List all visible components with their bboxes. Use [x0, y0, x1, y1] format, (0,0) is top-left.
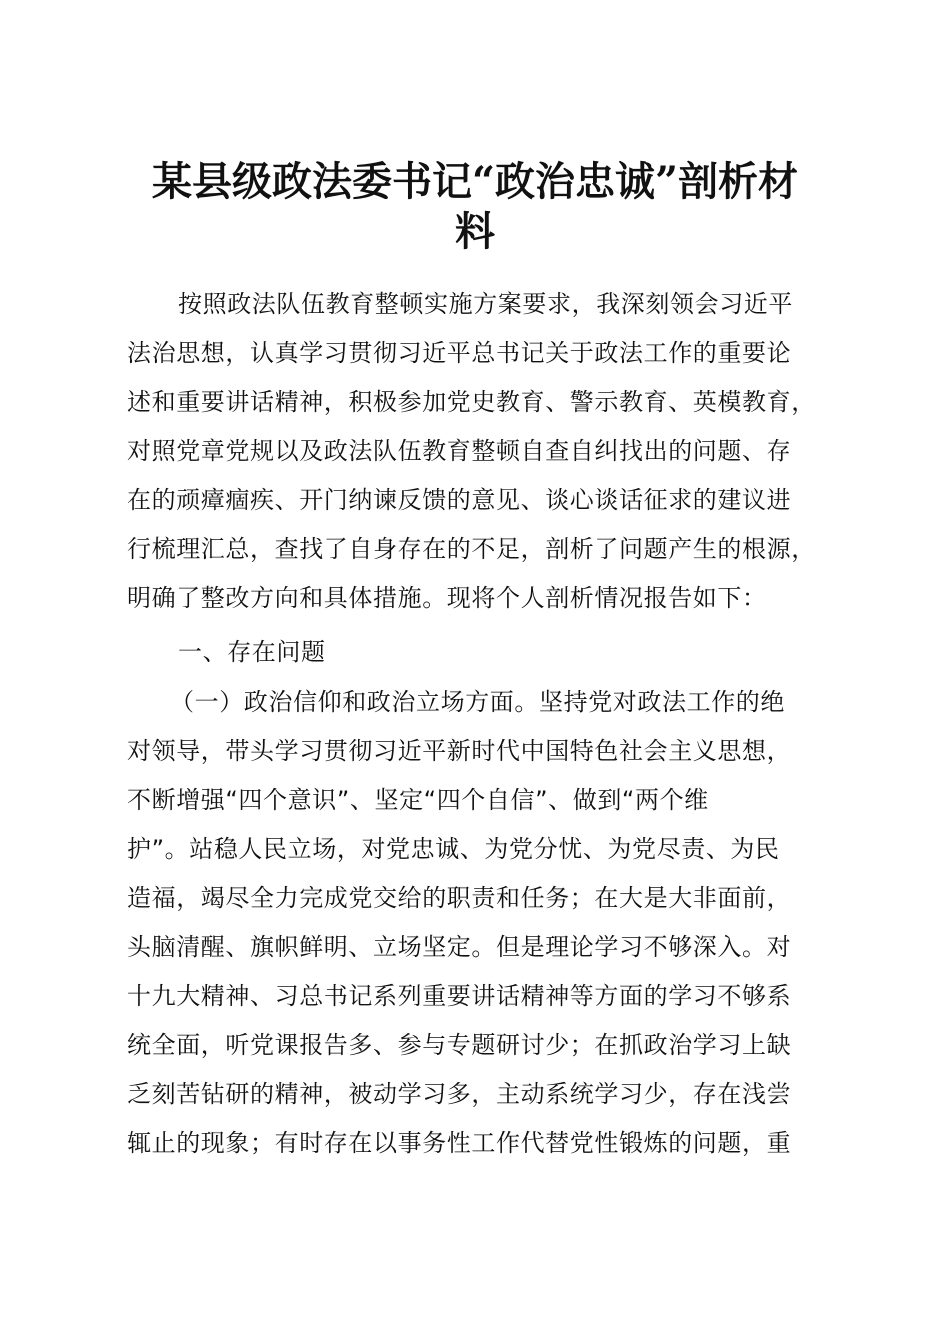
- paragraph-line: 十九大精神、习总书记系列重要讲话精神等方面的学习不够系: [127, 982, 792, 1010]
- document-title-line-1: 某县级政法委书记“政治忠诚”剖析材: [151, 158, 798, 205]
- paragraph-line: 头脑清醒、旗帜鲜明、立场坚定。但是理论学习不够深入。对: [127, 933, 792, 961]
- paragraph-line: 明确了整改方向和具体措施。现将个人剖析情况报告如下：: [127, 584, 767, 612]
- paragraph-line: 不断增强“四个意识”、坚定“四个自信”、做到“两个维: [127, 786, 709, 814]
- paragraph-line: 述和重要讲话精神，积极参加党史教育、警示教育、英模教育，: [127, 388, 816, 416]
- paragraph-line: 乏刻苦钻研的精神，被动学习多，主动系统学习少，存在浅尝: [127, 1080, 792, 1108]
- paragraph-line: 护”。站稳人民立场，对党忠诚、为党分忧、为党尽责、为民: [127, 835, 780, 863]
- document-title-line-2: 料: [455, 208, 495, 255]
- paragraph-line: 统全面，听党课报告多、参与专题研讨少；在抓政治学习上缺: [127, 1031, 792, 1059]
- paragraph-line: 行梳理汇总，查找了自身存在的不足，剖析了问题产生的根源，: [127, 535, 816, 563]
- section-heading: 一、存在问题: [178, 638, 326, 666]
- paragraph-line: 在的顽瘴痼疾、开门纳谏反馈的意见、谈心谈话征求的建议进: [127, 486, 792, 514]
- paragraph-line: 造福，竭尽全力完成党交给的职责和任务；在大是大非面前，: [127, 884, 792, 912]
- paragraph-line: 按照政法队伍教育整顿实施方案要求，我深刻领会习近平: [178, 290, 793, 318]
- paragraph-line: 辄止的现象；有时存在以事务性工作代替党性锻炼的问题，重: [127, 1129, 792, 1157]
- paragraph-line: （一）政治信仰和政治立场方面。坚持党对政法工作的绝: [170, 688, 785, 716]
- paragraph-line: 对照党章党规以及政法队伍教育整顿自查自纠找出的问题、存: [127, 437, 792, 465]
- paragraph-line: 对领导，带头学习贯彻习近平新时代中国特色社会主义思想，: [127, 737, 792, 765]
- paragraph-line: 法治思想，认真学习贯彻习近平总书记关于政法工作的重要论: [127, 339, 792, 367]
